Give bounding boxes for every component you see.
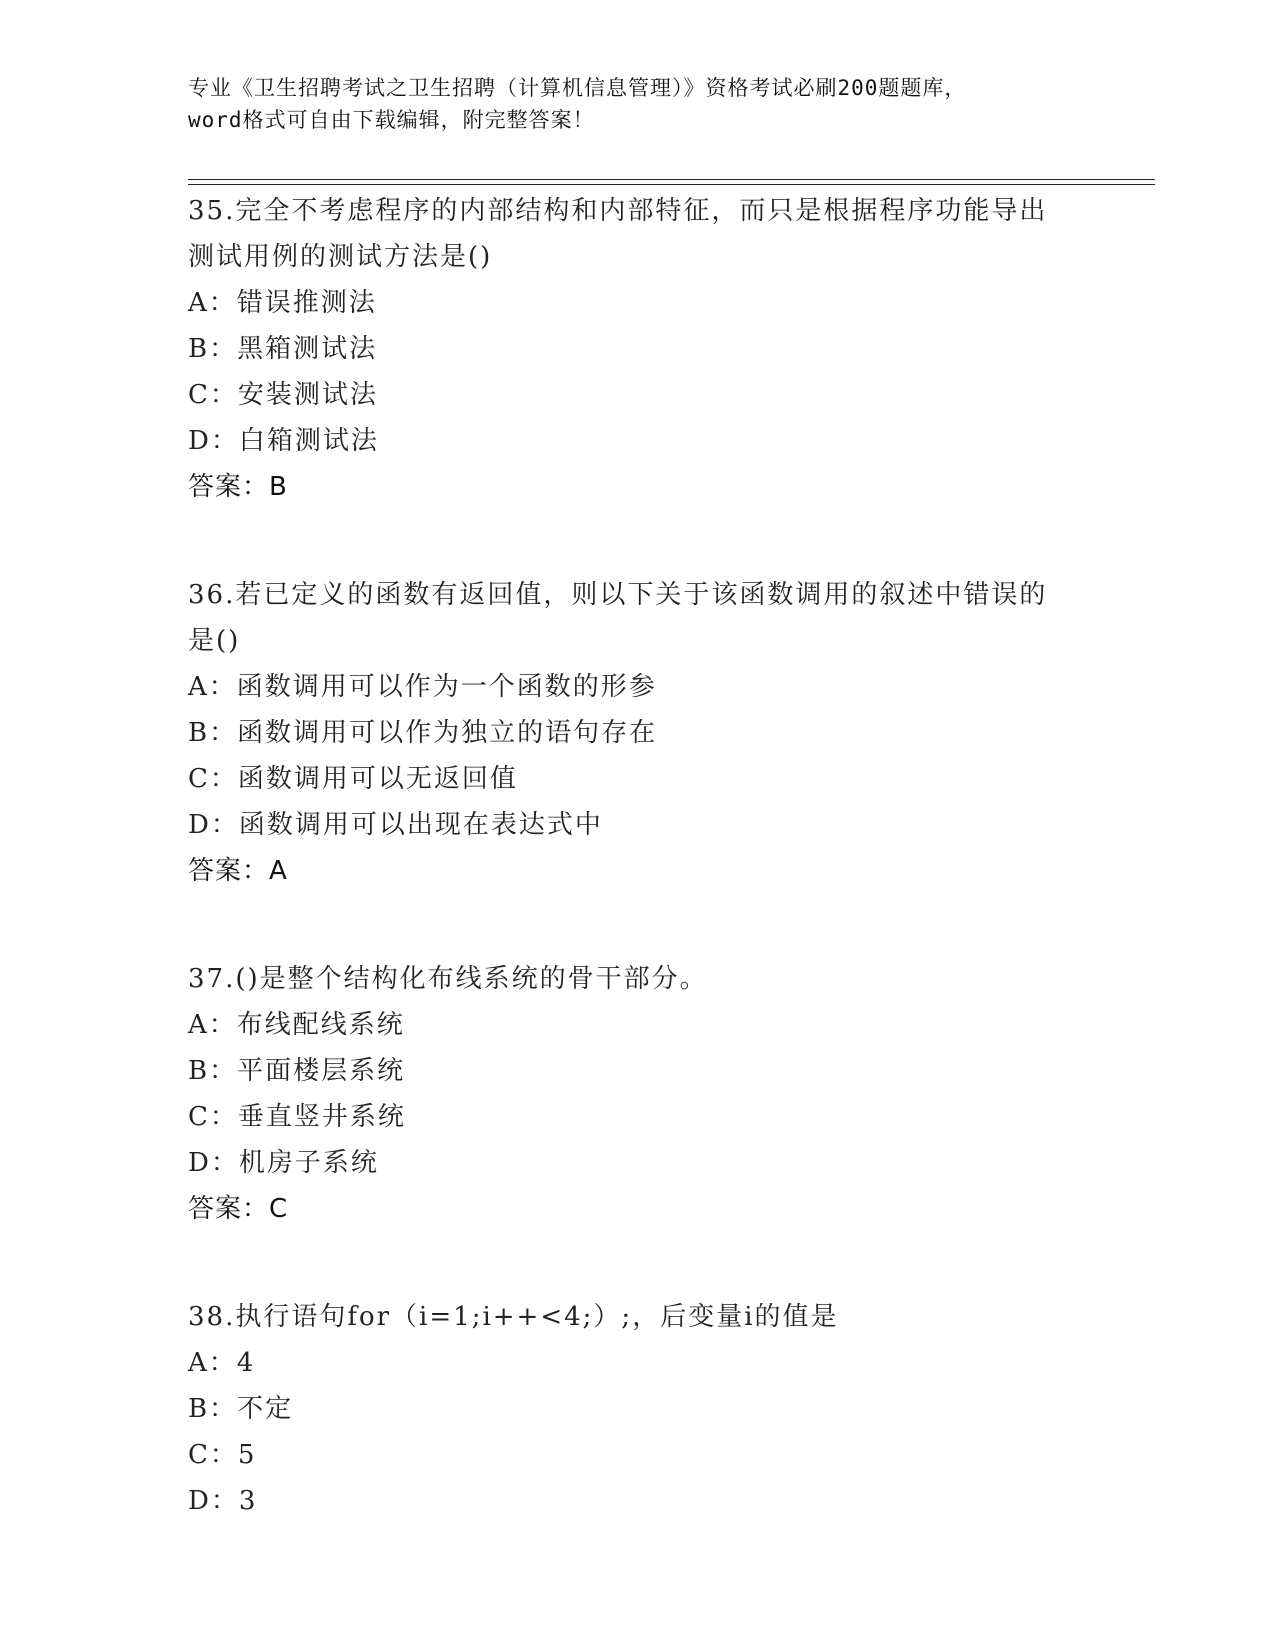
option-b [188, 710, 1088, 756]
question-stem-line: 38.执行语句for（i=1;i++<4;）;，后变量i的值是 [188, 1302, 839, 1332]
option-text: 函数调用可以作为一个函数的形参 [236, 672, 657, 702]
option-d [188, 1140, 1088, 1186]
option-b [188, 326, 1088, 372]
option-label: A： [188, 288, 237, 318]
option-a [188, 1002, 1088, 1048]
option-text: 错误推测法 [236, 288, 377, 318]
header-line-1: 专业《卫生招聘考试之卫生招聘（计算机信息管理）》资格考试必刷200题题库， [188, 76, 967, 100]
header-divider-top [188, 179, 1155, 180]
option-d [188, 802, 1088, 848]
option-d [188, 418, 1088, 464]
question-stem-line: 36.若已定义的函数有返回值，则以下关于该函数调用的叙述中错误的 [188, 580, 1048, 610]
option-text: 平面楼层系统 [237, 1056, 406, 1086]
option-label: D： [188, 1486, 239, 1516]
option-b [188, 1386, 1088, 1432]
option-label: B： [188, 1056, 238, 1086]
question-38 [188, 1294, 1088, 1524]
option-label: B： [188, 334, 238, 364]
header-divider-bottom [188, 184, 1155, 185]
question-35 [188, 188, 1088, 510]
document-header [188, 72, 1088, 136]
answer-line: 答案：B [188, 472, 288, 502]
option-a [188, 280, 1088, 326]
option-c [188, 1432, 1088, 1478]
option-text: 4 [236, 1348, 256, 1378]
question-stem [188, 956, 1088, 1002]
option-a [188, 1340, 1088, 1386]
question-stem-line: 37.()是整个结构化布线系统的骨干部分。 [188, 964, 708, 994]
option-c [188, 1094, 1088, 1140]
header-line-2: word格式可自由下载编辑，附完整答案！ [188, 108, 595, 132]
option-text: 函数调用可以无返回值 [237, 764, 518, 794]
option-text: 函数调用可以出现在表达式中 [238, 810, 603, 840]
answer-line: 答案：A [188, 856, 288, 886]
option-c [188, 372, 1088, 418]
question-stem-line: 是() [188, 626, 241, 656]
option-label: C： [188, 380, 238, 410]
question-stem [188, 1294, 1088, 1340]
option-c [188, 756, 1088, 802]
option-text: 安装测试法 [237, 380, 378, 410]
option-text: 黑箱测试法 [237, 334, 378, 364]
option-text: 布线配线系统 [236, 1010, 405, 1040]
option-a [188, 664, 1088, 710]
option-text: 3 [238, 1486, 258, 1516]
option-label: A： [188, 672, 237, 702]
option-label: B： [188, 718, 238, 748]
option-label: A： [188, 1348, 237, 1378]
question-stem [188, 572, 1088, 664]
option-label: C： [188, 1102, 238, 1132]
question-stem-line: 35.完全不考虑程序的内部结构和内部特征，而只是根据程序功能导出 [188, 196, 1048, 226]
question-37 [188, 956, 1088, 1232]
question-stem-line: 测试用例的测试方法是() [188, 242, 493, 272]
option-text: 机房子系统 [238, 1148, 379, 1178]
option-label: D： [188, 1148, 239, 1178]
option-text: 函数调用可以作为独立的语句存在 [237, 718, 658, 748]
answer-line: 答案：C [188, 1194, 289, 1224]
question-36 [188, 572, 1088, 894]
option-label: C： [188, 1440, 238, 1470]
option-label: B： [188, 1394, 238, 1424]
option-d [188, 1478, 1088, 1524]
option-label: D： [188, 810, 239, 840]
option-label: A： [188, 1010, 237, 1040]
option-b [188, 1048, 1088, 1094]
option-text: 不定 [237, 1394, 294, 1424]
option-label: C： [188, 764, 238, 794]
option-label: D： [188, 426, 239, 456]
option-text: 白箱测试法 [238, 426, 379, 456]
question-stem [188, 188, 1088, 280]
option-text: 5 [237, 1440, 257, 1470]
option-text: 垂直竖井系统 [237, 1102, 406, 1132]
question-list [188, 188, 1088, 1524]
